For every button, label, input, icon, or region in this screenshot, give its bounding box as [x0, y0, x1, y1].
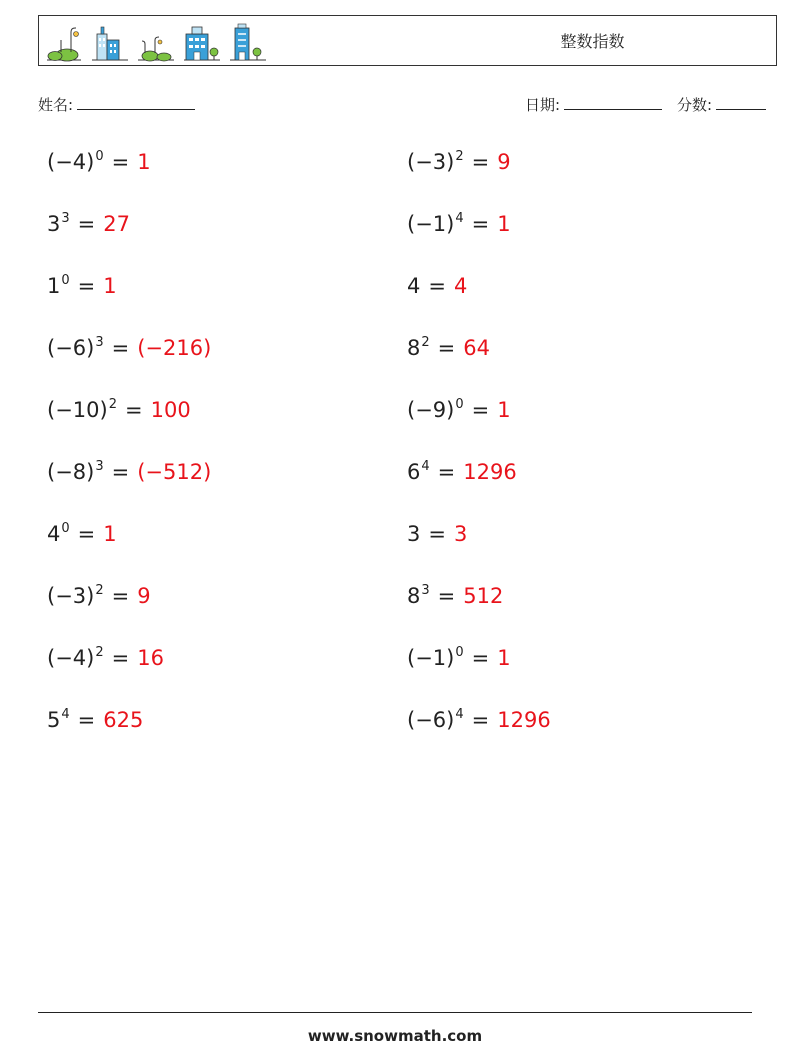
- equals-sign: =: [111, 584, 130, 608]
- footer-url[interactable]: www.snowmath.com: [307, 1027, 483, 1045]
- problem-base: 3: [47, 212, 61, 236]
- problem-base: (−4): [47, 150, 95, 174]
- problem-exponent: 0: [61, 273, 70, 288]
- problem-exponent: 0: [61, 521, 70, 536]
- problem-answer: 9: [497, 150, 511, 174]
- worksheet-title: 整数指数: [560, 32, 625, 51]
- problem-item: [47, 519, 117, 549]
- problem-answer: (−216): [137, 336, 212, 360]
- problem-item: [47, 643, 164, 673]
- equals-sign: =: [437, 460, 456, 484]
- problem-item: [47, 333, 211, 363]
- problem-answer: 1: [103, 274, 117, 298]
- problem-item: [47, 705, 143, 735]
- date-label: 日期:: [525, 96, 561, 114]
- problem-answer: 1296: [463, 460, 517, 484]
- equals-sign: =: [111, 150, 130, 174]
- equals-sign: =: [471, 708, 490, 732]
- problem-exponent: 3: [421, 583, 430, 598]
- equals-sign: =: [77, 522, 96, 546]
- problem-item: [47, 271, 117, 301]
- problem-base: (−8): [47, 460, 95, 484]
- problem-item: [47, 147, 151, 177]
- problem-item: [407, 581, 503, 611]
- score-blank[interactable]: [716, 95, 766, 110]
- problem-item: [47, 581, 151, 611]
- problem-answer: 16: [137, 646, 164, 670]
- problem-answer: (−512): [137, 460, 212, 484]
- problem-item: [47, 457, 211, 487]
- equals-sign: =: [77, 212, 96, 236]
- equals-sign: =: [428, 522, 446, 546]
- score-field[interactable]: [677, 94, 766, 115]
- problem-answer: 1: [137, 150, 151, 174]
- equals-sign: =: [111, 646, 130, 670]
- problem-exponent: 4: [455, 707, 464, 722]
- problem-item: [407, 519, 467, 549]
- problem-base: (−1): [407, 212, 455, 236]
- problem-base: (−3): [47, 584, 95, 608]
- date-blank[interactable]: [564, 95, 662, 110]
- problem-item: [407, 333, 490, 363]
- problem-base: 3: [407, 522, 421, 546]
- problem-exponent: 4: [61, 707, 70, 722]
- problem-item: [407, 209, 511, 239]
- problem-answer: 27: [103, 212, 130, 236]
- problem-answer: 9: [137, 584, 151, 608]
- problem-exponent: 2: [95, 645, 104, 660]
- problem-exponent: 2: [421, 335, 430, 350]
- problem-exponent: 2: [95, 583, 104, 598]
- problem-base: (−6): [47, 336, 95, 360]
- problem-item: [407, 395, 511, 425]
- equals-sign: =: [471, 212, 490, 236]
- problem-item: [47, 209, 130, 239]
- park-trees-icon: [45, 22, 83, 62]
- name-label: 姓名:: [38, 96, 74, 114]
- problem-exponent: 3: [95, 335, 104, 350]
- problem-base: 4: [407, 274, 421, 298]
- equals-sign: =: [428, 274, 446, 298]
- problem-answer: 1: [497, 212, 511, 236]
- problem-base: 5: [47, 708, 61, 732]
- problem-item: [407, 271, 467, 301]
- date-field[interactable]: [525, 94, 662, 115]
- problem-exponent: 0: [95, 149, 104, 164]
- name-field[interactable]: [38, 94, 195, 115]
- footer-divider: [38, 1012, 752, 1013]
- problem-answer: 4: [453, 274, 468, 298]
- problem-answer: 512: [463, 584, 504, 608]
- equals-sign: =: [471, 398, 490, 422]
- problem-base: (−9): [407, 398, 455, 422]
- problem-answer: 3: [453, 522, 468, 546]
- problem-base: 4: [47, 522, 61, 546]
- problem-base: (−1): [407, 646, 455, 670]
- problem-base: 8: [407, 336, 421, 360]
- problem-base: (−3): [407, 150, 455, 174]
- problem-item: [47, 395, 191, 425]
- equals-sign: =: [111, 336, 130, 360]
- header-icons: [45, 22, 267, 62]
- office-building-icon: [183, 22, 221, 62]
- problem-base: 6: [407, 460, 421, 484]
- score-label: 分数:: [677, 96, 713, 114]
- problem-base: 8: [407, 584, 421, 608]
- problem-answer: 1296: [497, 708, 551, 732]
- problem-exponent: 0: [455, 645, 464, 660]
- equals-sign: =: [111, 460, 130, 484]
- problem-exponent: 0: [455, 397, 464, 412]
- equals-sign: =: [77, 274, 96, 298]
- name-blank[interactable]: [77, 95, 195, 110]
- header-box: [38, 15, 777, 66]
- equals-sign: =: [471, 150, 490, 174]
- problem-exponent: 2: [455, 149, 464, 164]
- problem-base: (−6): [407, 708, 455, 732]
- problem-item: [407, 457, 517, 487]
- problem-exponent: 4: [421, 459, 430, 474]
- problem-answer: 100: [150, 398, 191, 422]
- problem-exponent: 4: [455, 211, 464, 226]
- equals-sign: =: [437, 336, 456, 360]
- problem-item: [407, 147, 511, 177]
- problem-answer: 64: [463, 336, 490, 360]
- problem-base: (−10): [47, 398, 108, 422]
- problem-answer: 625: [103, 708, 144, 732]
- equals-sign: =: [437, 584, 456, 608]
- problem-exponent: 2: [108, 397, 117, 412]
- problem-answer: 1: [497, 646, 511, 670]
- tower-building-icon: [229, 22, 267, 62]
- problem-exponent: 3: [95, 459, 104, 474]
- problem-answer: 1: [103, 522, 117, 546]
- problem-item: [407, 643, 511, 673]
- equals-sign: =: [77, 708, 96, 732]
- problem-item: [407, 705, 551, 735]
- equals-sign: =: [471, 646, 490, 670]
- problem-base: (−4): [47, 646, 95, 670]
- problem-answer: 1: [497, 398, 511, 422]
- equals-sign: =: [124, 398, 143, 422]
- city-buildings-icon: [91, 22, 129, 62]
- problem-exponent: 3: [61, 211, 70, 226]
- park-lamps-icon: [137, 22, 175, 62]
- problem-base: 1: [47, 274, 61, 298]
